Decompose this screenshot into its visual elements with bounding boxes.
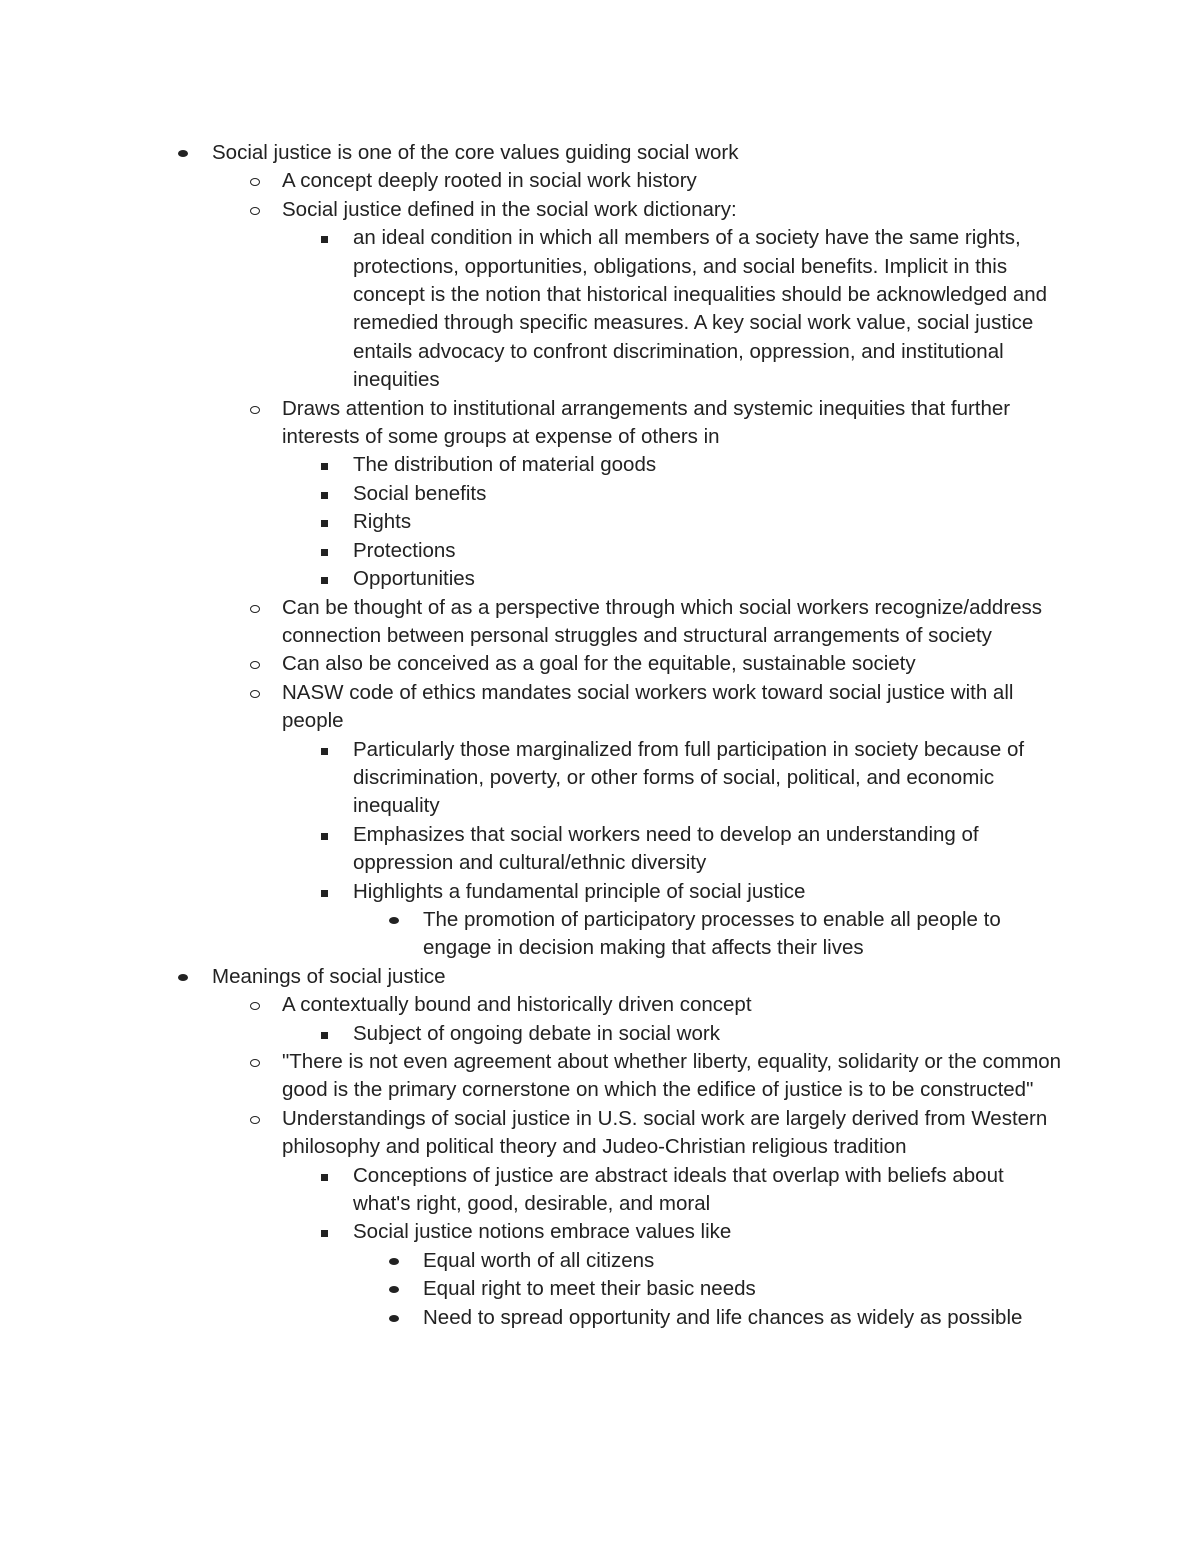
- list-item: [423, 1247, 1063, 1275]
- disc-bullet-icon: [389, 1286, 399, 1293]
- list-item: [282, 991, 1062, 1019]
- list-item-text: Highlights a fundamental principle of social justice: [353, 879, 806, 903]
- list-item: [353, 480, 1065, 508]
- list-item-text: The promotion of participatory processes to enable all people to engage in decision making that affects their lives: [423, 907, 1001, 960]
- list-item: [282, 395, 1062, 452]
- square-bullet-icon: [321, 492, 328, 499]
- list-item: [212, 139, 1062, 167]
- list-item-text: Emphasizes that social workers need to develop an understanding of oppression and cultural/ethnic diversity: [353, 822, 979, 875]
- circle-bullet-icon: [250, 406, 260, 414]
- list-item: [282, 196, 1062, 224]
- list-item: [353, 451, 1065, 479]
- circle-bullet-icon: [250, 207, 260, 215]
- list-item-text: Subject of ongoing debate in social work: [353, 1021, 720, 1045]
- list-item-text: an ideal condition in which all members of a society have the same rights, protections, opportunities, obligations, and social benefits. Implicit in this concept is the notion that historical inequalities should be acknowledged and remedied through specific measures. A key social work value, social justice entails advocacy to confront discrimination, oppression, and institutional inequities: [353, 226, 1048, 392]
- list-item-text: Understandings of social justice in U.S. social work are largely derived from Western philosophy and political theory and Judeo-Christian religious tradition: [282, 1106, 1048, 1159]
- list-item-text: Rights: [353, 510, 412, 534]
- list-item: [282, 1105, 1062, 1162]
- list-item-text: Draws attention to institutional arrangements and systemic inequities that further interests of some groups at expense of others in: [282, 396, 1011, 449]
- list-item: [353, 821, 1065, 878]
- list-item-text: Conceptions of justice are abstract ideals that overlap with beliefs about what's right, good, desirable, and moral: [353, 1163, 1004, 1216]
- square-bullet-icon: [321, 1230, 328, 1237]
- list-item-text: Protections: [353, 538, 456, 562]
- list-item-text: A concept deeply rooted in social work history: [282, 169, 697, 193]
- square-bullet-icon: [321, 577, 328, 584]
- disc-bullet-icon: [178, 150, 188, 157]
- list-item: [353, 736, 1065, 821]
- list-item: [353, 878, 1065, 906]
- list-item: [353, 537, 1065, 565]
- disc-bullet-icon: [178, 974, 188, 981]
- list-item-text: The distribution of material goods: [353, 453, 657, 477]
- list-item-text: A contextually bound and historically driven concept: [282, 993, 752, 1017]
- list-item-text: Particularly those marginalized from full participation in society because of discrimination, poverty, or other forms of social, political, and economic inequality: [353, 737, 1025, 818]
- list-item: [423, 906, 1063, 963]
- list-item-text: Social justice notions embrace values like: [353, 1220, 732, 1244]
- square-bullet-icon: [321, 236, 328, 243]
- list-item: [423, 1275, 1063, 1303]
- disc-bullet-icon: [389, 917, 399, 924]
- disc-bullet-icon: [389, 1258, 399, 1265]
- square-bullet-icon: [321, 549, 328, 556]
- list-item: [212, 963, 1062, 991]
- list-item: [282, 650, 1062, 678]
- square-bullet-icon: [321, 890, 328, 897]
- circle-bullet-icon: [250, 1002, 260, 1010]
- list-item-text: Opportunities: [353, 567, 475, 591]
- disc-bullet-icon: [389, 1315, 399, 1322]
- square-bullet-icon: [321, 748, 328, 755]
- list-item: [353, 1218, 1065, 1246]
- circle-bullet-icon: [250, 605, 260, 613]
- list-item: [353, 565, 1065, 593]
- list-item: [282, 679, 1062, 736]
- circle-bullet-icon: [250, 690, 260, 698]
- list-item: [282, 594, 1062, 651]
- list-item-text: Equal right to meet their basic needs: [423, 1277, 756, 1301]
- list-item: [353, 508, 1065, 536]
- square-bullet-icon: [321, 1174, 328, 1181]
- list-item: [282, 167, 1062, 195]
- notes-outline: [0, 139, 1200, 1332]
- circle-bullet-icon: [250, 178, 260, 186]
- list-item: [353, 1162, 1065, 1219]
- list-item-text: "There is not even agreement about whether liberty, equality, solidarity or the common good is the primary cornerstone on which the edifice of justice is to be constructed": [282, 1050, 1062, 1102]
- square-bullet-icon: [321, 1032, 328, 1039]
- list-item-text: Social justice is one of the core values guiding social work: [212, 141, 739, 164]
- list-item-text: Equal worth of all citizens: [423, 1248, 655, 1272]
- list-item: [423, 1304, 1063, 1332]
- list-item: [353, 1020, 1065, 1048]
- square-bullet-icon: [321, 520, 328, 527]
- list-item-text: Social justice defined in the social work dictionary:: [282, 197, 737, 221]
- list-item-text: Meanings of social justice: [212, 964, 446, 988]
- list-item-text: Can be thought of as a perspective through which social workers recognize/address connection between personal struggles and structural arrangements of society: [282, 595, 1043, 647]
- list-item: [353, 224, 1065, 394]
- circle-bullet-icon: [250, 1059, 260, 1067]
- list-item-text: Can also be conceived as a goal for the equitable, sustainable society: [282, 652, 916, 676]
- square-bullet-icon: [321, 833, 328, 840]
- square-bullet-icon: [321, 463, 328, 470]
- list-item: [282, 1048, 1062, 1105]
- circle-bullet-icon: [250, 1116, 260, 1124]
- circle-bullet-icon: [250, 661, 260, 669]
- list-item-text: NASW code of ethics mandates social workers work toward social justice with all people: [282, 680, 1014, 733]
- list-item-text: Need to spread opportunity and life chances as widely as possible: [423, 1305, 1023, 1329]
- list-item-text: Social benefits: [353, 481, 487, 505]
